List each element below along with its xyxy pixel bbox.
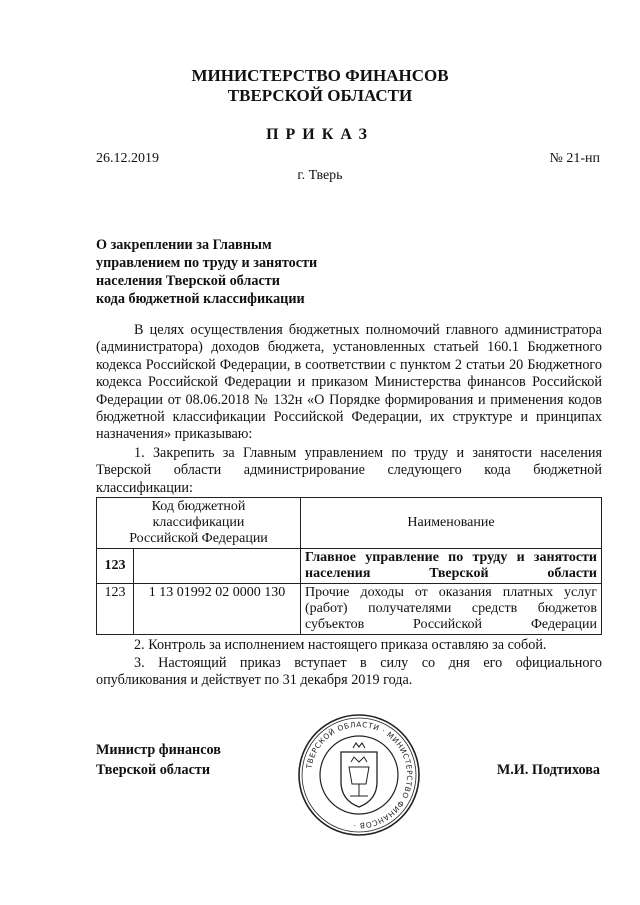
seal-outer-ring — [299, 715, 419, 835]
order-date: 26.12.2019 — [96, 151, 159, 166]
order-number: № 21-нп — [549, 151, 600, 166]
subject-line: управлением по труду и занятости — [96, 255, 318, 271]
coat-of-arms-icon — [341, 743, 377, 807]
signer-position-line: Тверской области — [96, 762, 211, 778]
budget-code-table — [96, 497, 602, 635]
preamble-paragraph: В целях осуществления бюджетных полномочий главного администратора (администратора) доходов бюджета, установленных статьей 160.1 Бюджетного кодекса Российской Федерации, в соответствии с пунктом 2 статьи 20 Бюджетного кодекса Российской Федерации и приказом Министерства финансов Российской Федерации от 08.06.2018 № 132н «О Порядке формирования и применения кодов бюджетной классификации Российской Федерации, их структуре и принципах назначения» приказываю: — [96, 322, 602, 443]
income-code-cell — [134, 549, 301, 584]
official-seal-stamp — [296, 712, 422, 838]
ministry-name-line2: ТВЕРСКОЙ ОБЛАСТИ — [227, 86, 413, 105]
income-code-cell: 1 13 01992 02 0000 130 — [134, 584, 301, 635]
subject-line: населения Тверской области — [96, 273, 280, 289]
order-title: ПРИКАЗ — [266, 126, 374, 143]
order-subject — [96, 236, 416, 308]
signer-position-line: Министр финансов — [96, 742, 221, 758]
subject-line: О закреплении за Главным — [96, 237, 272, 253]
header-cell-name: Наименование — [301, 498, 602, 549]
item-2-paragraph: 2. Контроль за исполнением настоящего приказа оставляю за собой. — [134, 637, 547, 653]
signer-name: М.И. Подтихова — [496, 762, 600, 778]
item-1-paragraph: 1. Закрепить за Главным управлением по труду и занятости населения Тверской области администрирование следующего кода бюджетной классификации: — [96, 445, 602, 496]
seal-outer-ring-inner — [302, 718, 416, 832]
order-city: г. Тверь — [297, 168, 343, 183]
name-cell: Прочие доходы от оказания платных услуг (работ) получателями средств бюджетов субъектов Российской Федерации — [301, 584, 602, 635]
item-3-paragraph: 3. Настоящий приказ вступает в силу со дня его официального опубликования и действует по 31 декабря 2019 года. — [96, 655, 602, 689]
admin-code-cell: 123 — [97, 549, 134, 584]
subject-line: кода бюджетной классификации — [96, 291, 305, 307]
seal-circular-text: ТВЕРСКОЙ ОБЛАСТИ · МИНИСТЕРСТВО ФИНАНСОВ · — [304, 719, 415, 831]
table-header-row — [97, 498, 602, 549]
table-row — [97, 549, 602, 584]
name-cell: Главное управление по труду и занятости населения Тверской области — [301, 549, 602, 584]
ministry-name-line1: МИНИСТЕРСТВО ФИНАНСОВ — [191, 66, 449, 85]
header-cell-code: Код бюджетной классификации Российской Федерации — [97, 498, 301, 549]
signer-position — [96, 740, 221, 780]
admin-code-cell: 123 — [97, 584, 134, 635]
table-row — [97, 584, 602, 635]
